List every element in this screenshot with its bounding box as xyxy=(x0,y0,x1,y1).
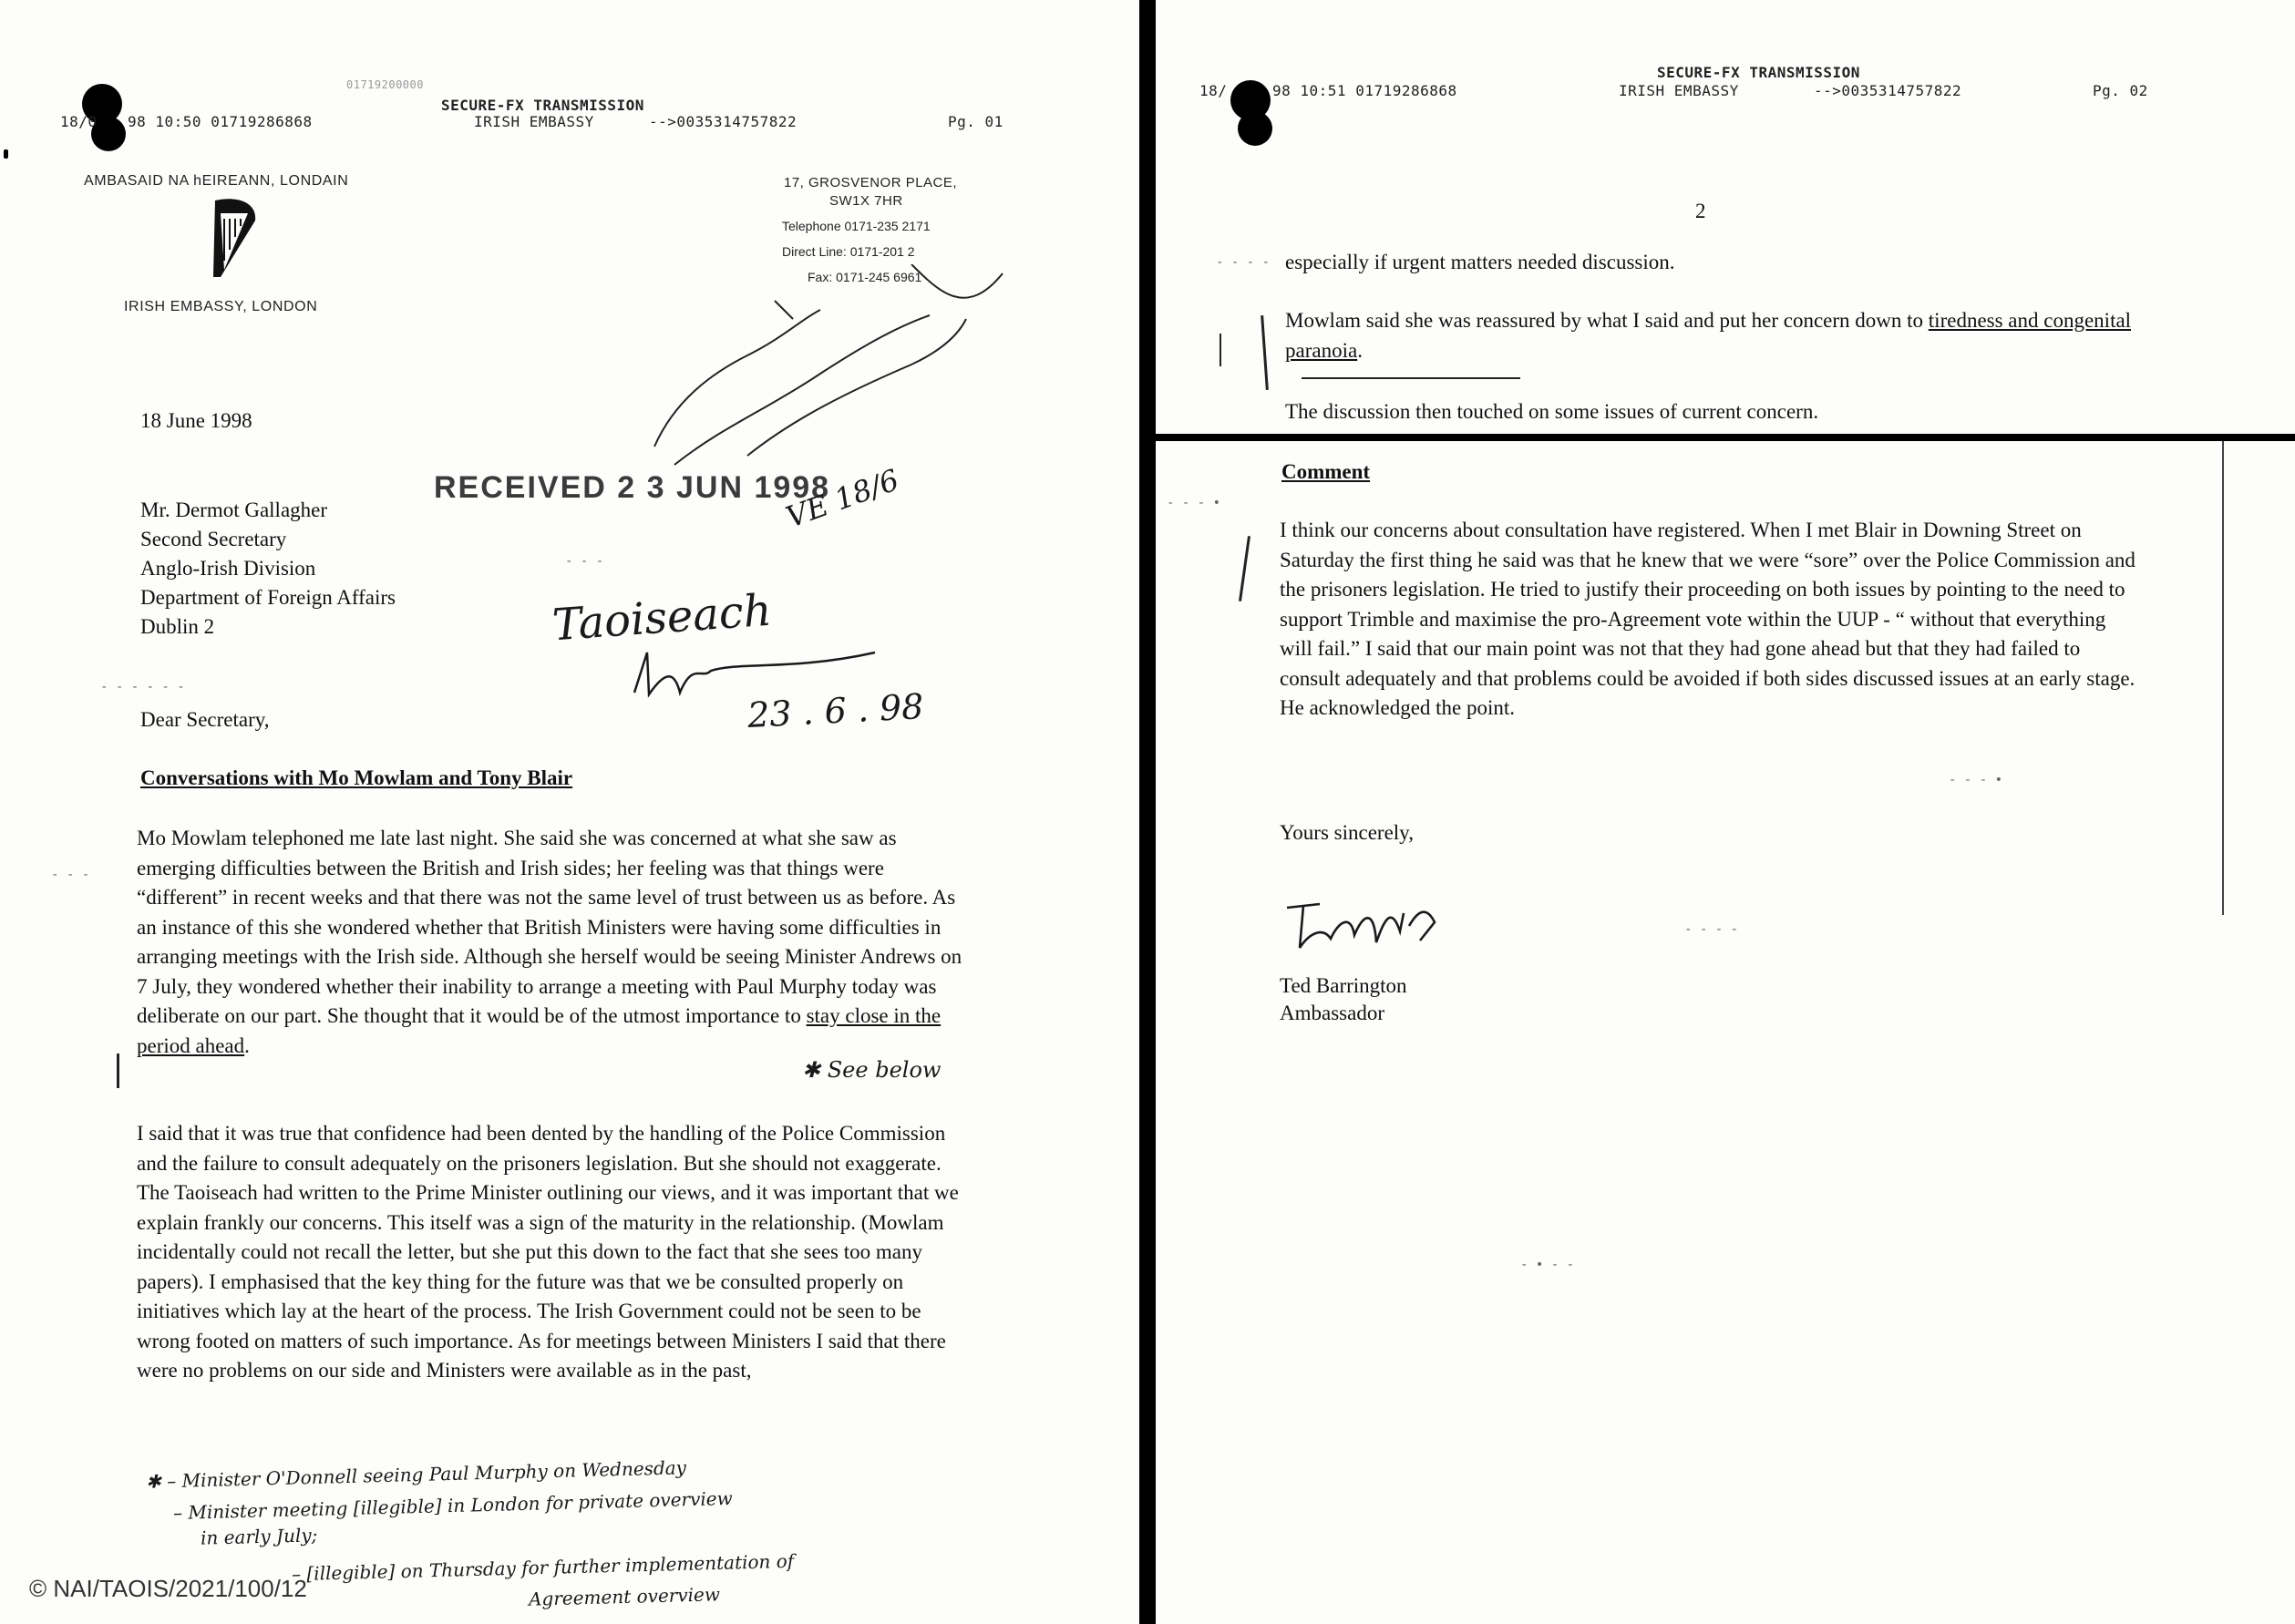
comment-paragraph: I think our concerns about consultation have registered. When I met Blair in Downing Street on Saturday the first thing he said was that he knew that we were “sore” over the Police Commission and the prisoners legislation. He tried to justify their proceeding on both issues by pointing to the need to support Trimble and maximise the pro-Agreement vote within the UUP - “ without that everything will fail.” I said that our main point was not that they had gone ahead but that they had failed to consult adequately and that problems could be avoided if both sides discussed issues at an early stage. He acknowledged the point. xyxy=(1280,519,2135,719)
footnote-line-5: Agreement overview xyxy=(528,1583,721,1610)
telephone-number: Telephone 0171-235 2171 xyxy=(782,219,931,233)
fax-time-number: 98 10:50 01719286868 xyxy=(128,113,313,130)
fax-organisation: IRISH EMBASSY xyxy=(474,113,594,130)
paragraph-end: . xyxy=(244,1033,250,1057)
paragraph-reply: I said that it was true that confidence had been dented by the handling of the Police Commission and the failure to consult adequately on the prisoners legislation. But she should not exaggerate. The Taoiseach had written to the Prime Minister outlining our views, and it was important that we explain frankly our concerns. This itself was a sign of the maturity in the relationship. (Mowlam incidentally could not recall the letter, but she put this down to the fact that she sees too many papers). I emphasised that the key thing for the future was that we be consulted properly on initiatives which lay at the heart of the process. The Irish Government could not be seen to be wrong footed on matters of such importance. As for meetings between Ministers I said that there were no problems on our side and Ministers were available as in the past, xyxy=(137,1122,959,1382)
footnote-line-4: – [illegible] on Thursday for further implementation of xyxy=(291,1549,795,1586)
scan-noise: - - - • xyxy=(1167,496,1221,510)
underlined-phrase: stay close in the period ahead xyxy=(137,1004,942,1057)
salutation: Dear Secretary, xyxy=(140,708,270,731)
recipient-city: Dublin 2 xyxy=(140,615,215,638)
scan-speck xyxy=(4,149,8,159)
handwritten-taoiseach: Taoiseach xyxy=(551,584,774,652)
fax-top-faint: 01719200000 xyxy=(346,78,424,91)
fax-number: Fax: 0171-245 6961 xyxy=(808,270,922,284)
scan-noise: - - - - xyxy=(1684,922,1739,937)
closing: Yours sincerely, xyxy=(1280,821,1414,844)
footnote-line-3: in early July; xyxy=(200,1524,318,1549)
handwritten-initials: VE 18/6 xyxy=(781,462,904,535)
fax-page-number: Pg. 01 xyxy=(948,113,1003,130)
hand-underline-mark xyxy=(1302,377,1520,379)
fax-time-number: 98 10:51 01719286868 xyxy=(1272,82,1457,99)
margin-note: ✱ See below xyxy=(802,1057,942,1083)
footnote-line-2: – Minister meeting [illegible] in London for private overview xyxy=(172,1486,733,1525)
fax-organisation: IRISH EMBASSY xyxy=(1619,82,1739,99)
scan-noise: - - - xyxy=(51,868,90,882)
handwritten-date: 23 . 6 . 98 xyxy=(746,685,925,736)
fax-transmission-title: SECURE-FX TRANSMISSION xyxy=(1657,64,1860,81)
scan-noise: - • - - xyxy=(1520,1258,1575,1272)
fax-page-1 xyxy=(0,0,1139,1624)
margin-vertical-line xyxy=(117,1054,119,1088)
margin-tick xyxy=(1220,334,1221,366)
margin-vertical-line xyxy=(1239,536,1250,601)
fax-date: 18/0 xyxy=(60,113,98,130)
scan-noise: - - - - - - xyxy=(100,680,185,694)
page-number: 2 xyxy=(1695,200,1706,222)
recipient-name: Mr. Dermot Gallagher xyxy=(140,499,328,521)
handwritten-routing-scrawl xyxy=(638,264,1039,483)
fax-date: 18/ xyxy=(1199,82,1228,99)
paragraph-mowlam-call xyxy=(137,824,968,1061)
direct-line-number: Direct Line: 0171-201 2 xyxy=(782,244,915,259)
fax-page-number: Pg. 02 xyxy=(2093,82,2148,99)
ambassador-signature xyxy=(1283,895,1438,955)
address-line-1: 17, GROSVENOR PLACE, xyxy=(784,175,958,190)
recipient-title: Second Secretary xyxy=(140,528,287,550)
fax-page-2-bottom xyxy=(1156,441,2295,1624)
fax-page-2-top xyxy=(1156,0,2295,434)
address-line-2: SW1X 7HR xyxy=(829,193,903,209)
discussion-line: The discussion then touched on some issues of current concern. xyxy=(1285,400,1819,423)
recipient-division: Anglo-Irish Division xyxy=(140,557,316,580)
copyright-watermark: © NAI/TAOIS/2021/100/12 xyxy=(29,1575,307,1602)
footnote-line-1: ✱ – Minister O'Donnell seeing Paul Murphy on Wednesday xyxy=(145,1456,687,1493)
punch-hole-bottom xyxy=(1238,111,1272,146)
scan-noise: - - - • xyxy=(1949,773,2003,787)
recipient-department: Department of Foreign Affairs xyxy=(140,586,396,609)
paragraph-mowlam-call-text: Mo Mowlam telephoned me late last night. She said she was concerned at what she saw as emerging difficulties between the British and Irish sides; her feeling was that things were “different” in recent weeks and that there was not the same level of trust between us as before. As an instance of this she wondered whether that British Ministers were having some difficulties in arranging meetings with the Irish side. Although she herself would be seeing Minister Andrews on 7 July, they wondered whether their inability to arrange a meeting with Paul Murphy today was deliberate on our part. She thought that it would be of the utmost importance to xyxy=(137,827,962,1027)
letter-date: 18 June 1998 xyxy=(140,409,252,432)
scan-edge-line xyxy=(2222,441,2224,915)
paragraph-end: . xyxy=(1357,338,1363,362)
signer-name: Ted Barrington xyxy=(1280,974,1407,997)
continuation-line: especially if urgent matters needed discussion. xyxy=(1285,251,1675,273)
paragraph-reassured-text: Mowlam said she was reassured by what I said and put her concern down to xyxy=(1285,309,1929,332)
margin-vertical-line xyxy=(1261,315,1269,390)
fax-destination: -->0035314757822 xyxy=(649,113,798,130)
harp-emblem-icon xyxy=(204,195,261,283)
scan-noise: - - - xyxy=(565,554,604,569)
signer-title: Ambassador xyxy=(1280,1002,1384,1024)
letter-subject: Conversations with Mo Mowlam and Tony Blair xyxy=(140,766,573,789)
scan-noise: - - - - xyxy=(1216,255,1271,270)
embassy-name-english: IRISH EMBASSY, LONDON xyxy=(124,299,318,314)
fax-transmission-title: SECURE-FX TRANSMISSION xyxy=(441,97,644,114)
underlined-phrase: tiredness and congenital paranoia xyxy=(1285,309,2132,362)
received-date-stamp: RECEIVED 2 3 JUN 1998 xyxy=(434,470,831,505)
comment-heading: Comment xyxy=(1281,460,1371,483)
embassy-name-irish: AMBASAID NA hEIREANN, LONDAIN xyxy=(84,173,349,189)
paragraph-reassured xyxy=(1285,306,2178,365)
fax-destination: -->0035314757822 xyxy=(1814,82,1962,99)
